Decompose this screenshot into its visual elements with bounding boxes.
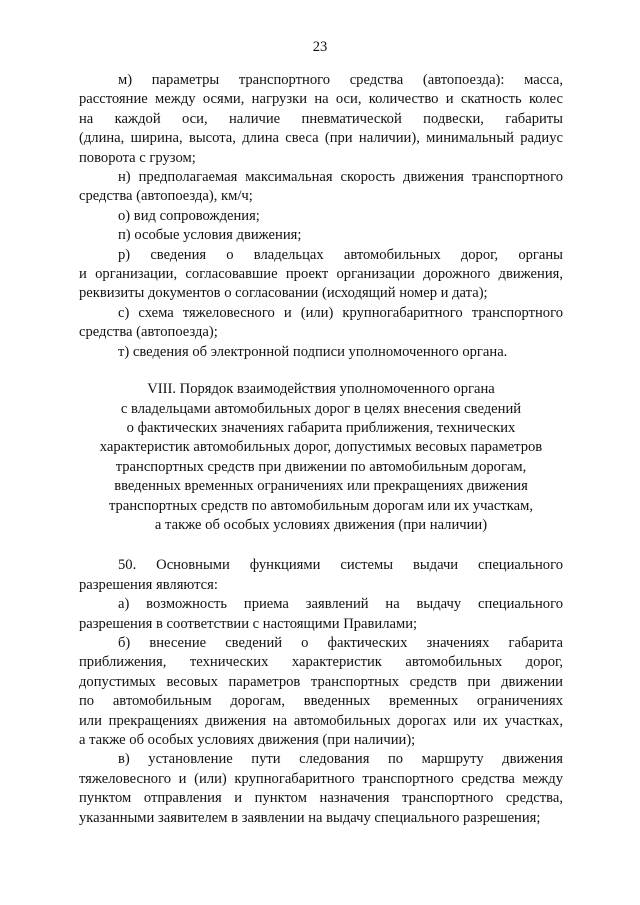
- text-line: а также об особых условиях движения (при наличии);: [79, 732, 416, 748]
- list-item-m: [79, 71, 563, 168]
- list-item-a: [79, 595, 563, 634]
- heading-line: транспортных средств при движении по автомобильным дорогам,: [115, 458, 527, 475]
- text-line: разрешения в соответствии с настоящими Правилами;: [79, 615, 418, 632]
- page-number: 23: [312, 39, 328, 55]
- text-line: н) предполагаемая максимальная скорость движения транспортного: [118, 169, 563, 186]
- text-line: м) параметры транспортного средства (автопоезда): масса,: [118, 72, 563, 88]
- heading-line: с владельцами автомобильных дорог в целях внесения сведений: [120, 400, 522, 417]
- list-item-o: о) вид сопровождения;: [118, 207, 260, 224]
- list-item-v: [79, 750, 563, 828]
- text-line: (длина, ширина, высота, длина свеса (при наличии), минимальный радиус: [79, 130, 563, 147]
- text-line: на каждой оси, наличие пневматической подвески, габариты: [79, 110, 563, 127]
- text-line: приближения, технических характеристик автомобильных дорог,: [79, 654, 563, 671]
- paragraph-50: [79, 556, 563, 595]
- text-line: допустимых весовых параметров транспортных средств при движении: [79, 673, 563, 690]
- text-line: по автомобильным дорогам, введенных временных ограничениях: [79, 693, 563, 710]
- text-line: пунктом отправления и пунктом назначения транспортного средства,: [79, 790, 563, 807]
- list-item-t: т) сведения об электронной подписи уполномоченного органа.: [118, 343, 508, 360]
- text-line: тяжеловесного и (или) крупногабаритного транспортного средства между: [79, 770, 563, 787]
- heading-line: о фактических значениях габарита приближения, технических: [126, 419, 516, 436]
- list-item-r: [79, 246, 563, 304]
- text-line: поворота с грузом;: [79, 149, 196, 166]
- text-line: средства (автопоезда), км/ч;: [79, 188, 253, 205]
- section-heading: [79, 380, 563, 535]
- heading-line: введенных временных ограничениях или прекращениях движения: [114, 478, 528, 495]
- text-line: в) установление пути следования по маршруту движения: [118, 751, 563, 768]
- text-line: а) возможность приема заявлений на выдачу специального: [118, 596, 563, 613]
- list-item-p: п) особые условия движения;: [118, 227, 302, 244]
- list-item-b: [79, 634, 563, 750]
- text-line: средства (автопоезда);: [79, 324, 218, 341]
- text-line: или прекращениях движения на автомобильных дорогах или их участках,: [79, 712, 563, 729]
- text-line: реквизиты документов о согласовании (исходящий номер и дата);: [79, 285, 488, 302]
- text-line: указанными заявителем в заявлении на выдачу специального разрешения;: [79, 809, 541, 826]
- heading-line: характеристик автомобильных дорог, допустимых весовых параметров: [99, 439, 543, 456]
- text-line: с) схема тяжеловесного и (или) крупногабаритного транспортного: [118, 304, 563, 321]
- text-line: б) внесение сведений о фактических значениях габарита: [118, 634, 563, 651]
- text-line: 50. Основными функциями системы выдачи специального: [118, 557, 563, 574]
- page-body: [79, 71, 563, 828]
- text-line: и организации, согласовавшие проект организации дорожного движения,: [79, 266, 563, 283]
- list-item-n: [79, 168, 563, 207]
- heading-line: VIII. Порядок взаимодействия уполномоченного органа: [147, 381, 495, 398]
- text-line: расстояние между осями, нагрузки на оси, количество и скатность колес: [79, 91, 563, 108]
- text-line: разрешения являются:: [79, 576, 218, 593]
- heading-line: транспортных средств по автомобильным дорогам или их участкам,: [109, 497, 533, 514]
- heading-line: а также об особых условиях движения (при наличии): [154, 516, 488, 533]
- list-item-s: [79, 304, 563, 343]
- text-line: р) сведения о владельцах автомобильных дорог, органы: [118, 246, 563, 263]
